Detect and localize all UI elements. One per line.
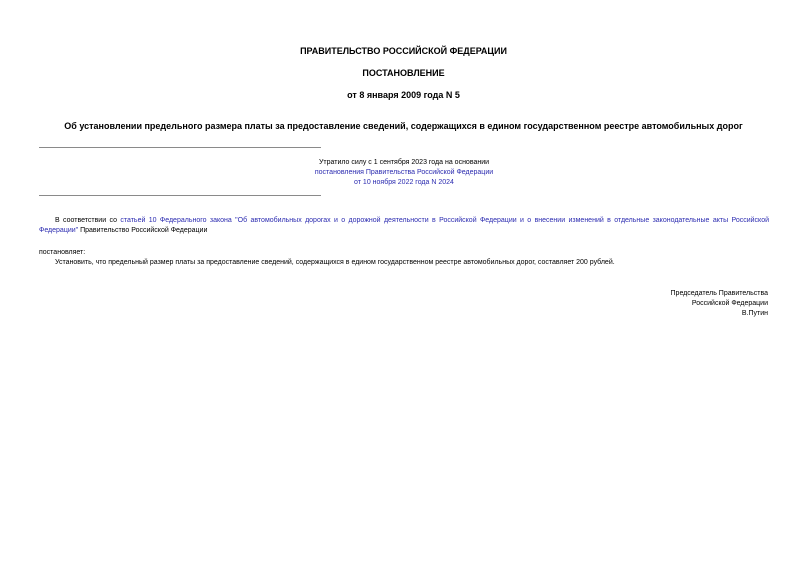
preamble-prefix: В соответствии со xyxy=(55,217,121,224)
signature-position-1: Председатель Правительства xyxy=(670,290,768,297)
document-date-number: от 8 января 2009 года N 5 xyxy=(347,90,460,100)
annotation-text: Утратило силу с 1 сентября 2023 года на основании xyxy=(318,159,490,166)
annotation-link-date[interactable]: от 10 ноября 2022 года N 2024 xyxy=(354,179,454,186)
preamble-paragraph xyxy=(39,216,769,236)
issuing-authority: ПРАВИТЕЛЬСТВО РОССИЙСКОЙ ФЕДЕРАЦИИ xyxy=(300,46,507,56)
preamble-suffix: Правительство Российской Федерации xyxy=(78,227,208,234)
signature-name: В.Путин xyxy=(741,310,768,317)
document-type: ПОСТАНОВЛЕНИЕ xyxy=(362,68,445,78)
signature-position-2: Российской Федерации xyxy=(691,300,768,307)
annotation-link-decree[interactable]: постановления Правительства Российской Федерации xyxy=(314,169,494,176)
decides-clause: постановляет: xyxy=(39,249,86,256)
resolution-paragraph: Установить, что предельный размер платы за предоставление сведений, содержащихся в едином государственном реестре автомобильных дорог, составляет 200 рублей. xyxy=(55,259,615,266)
document-title: Об установлении предельного размера платы за предоставление сведений, содержащихся в едином государственном реестре автомобильных дорог xyxy=(64,121,743,131)
federal-law-link[interactable]: статьей 10 Федерального закона "Об автомобильных дорогах и о дорожной деятельности в Российской Федерации и о внесении изменений в отдельные законодательные акты Российской Федерации" xyxy=(39,217,769,234)
annotation-bottom-rule xyxy=(39,195,321,196)
annotation-top-rule xyxy=(39,147,321,148)
